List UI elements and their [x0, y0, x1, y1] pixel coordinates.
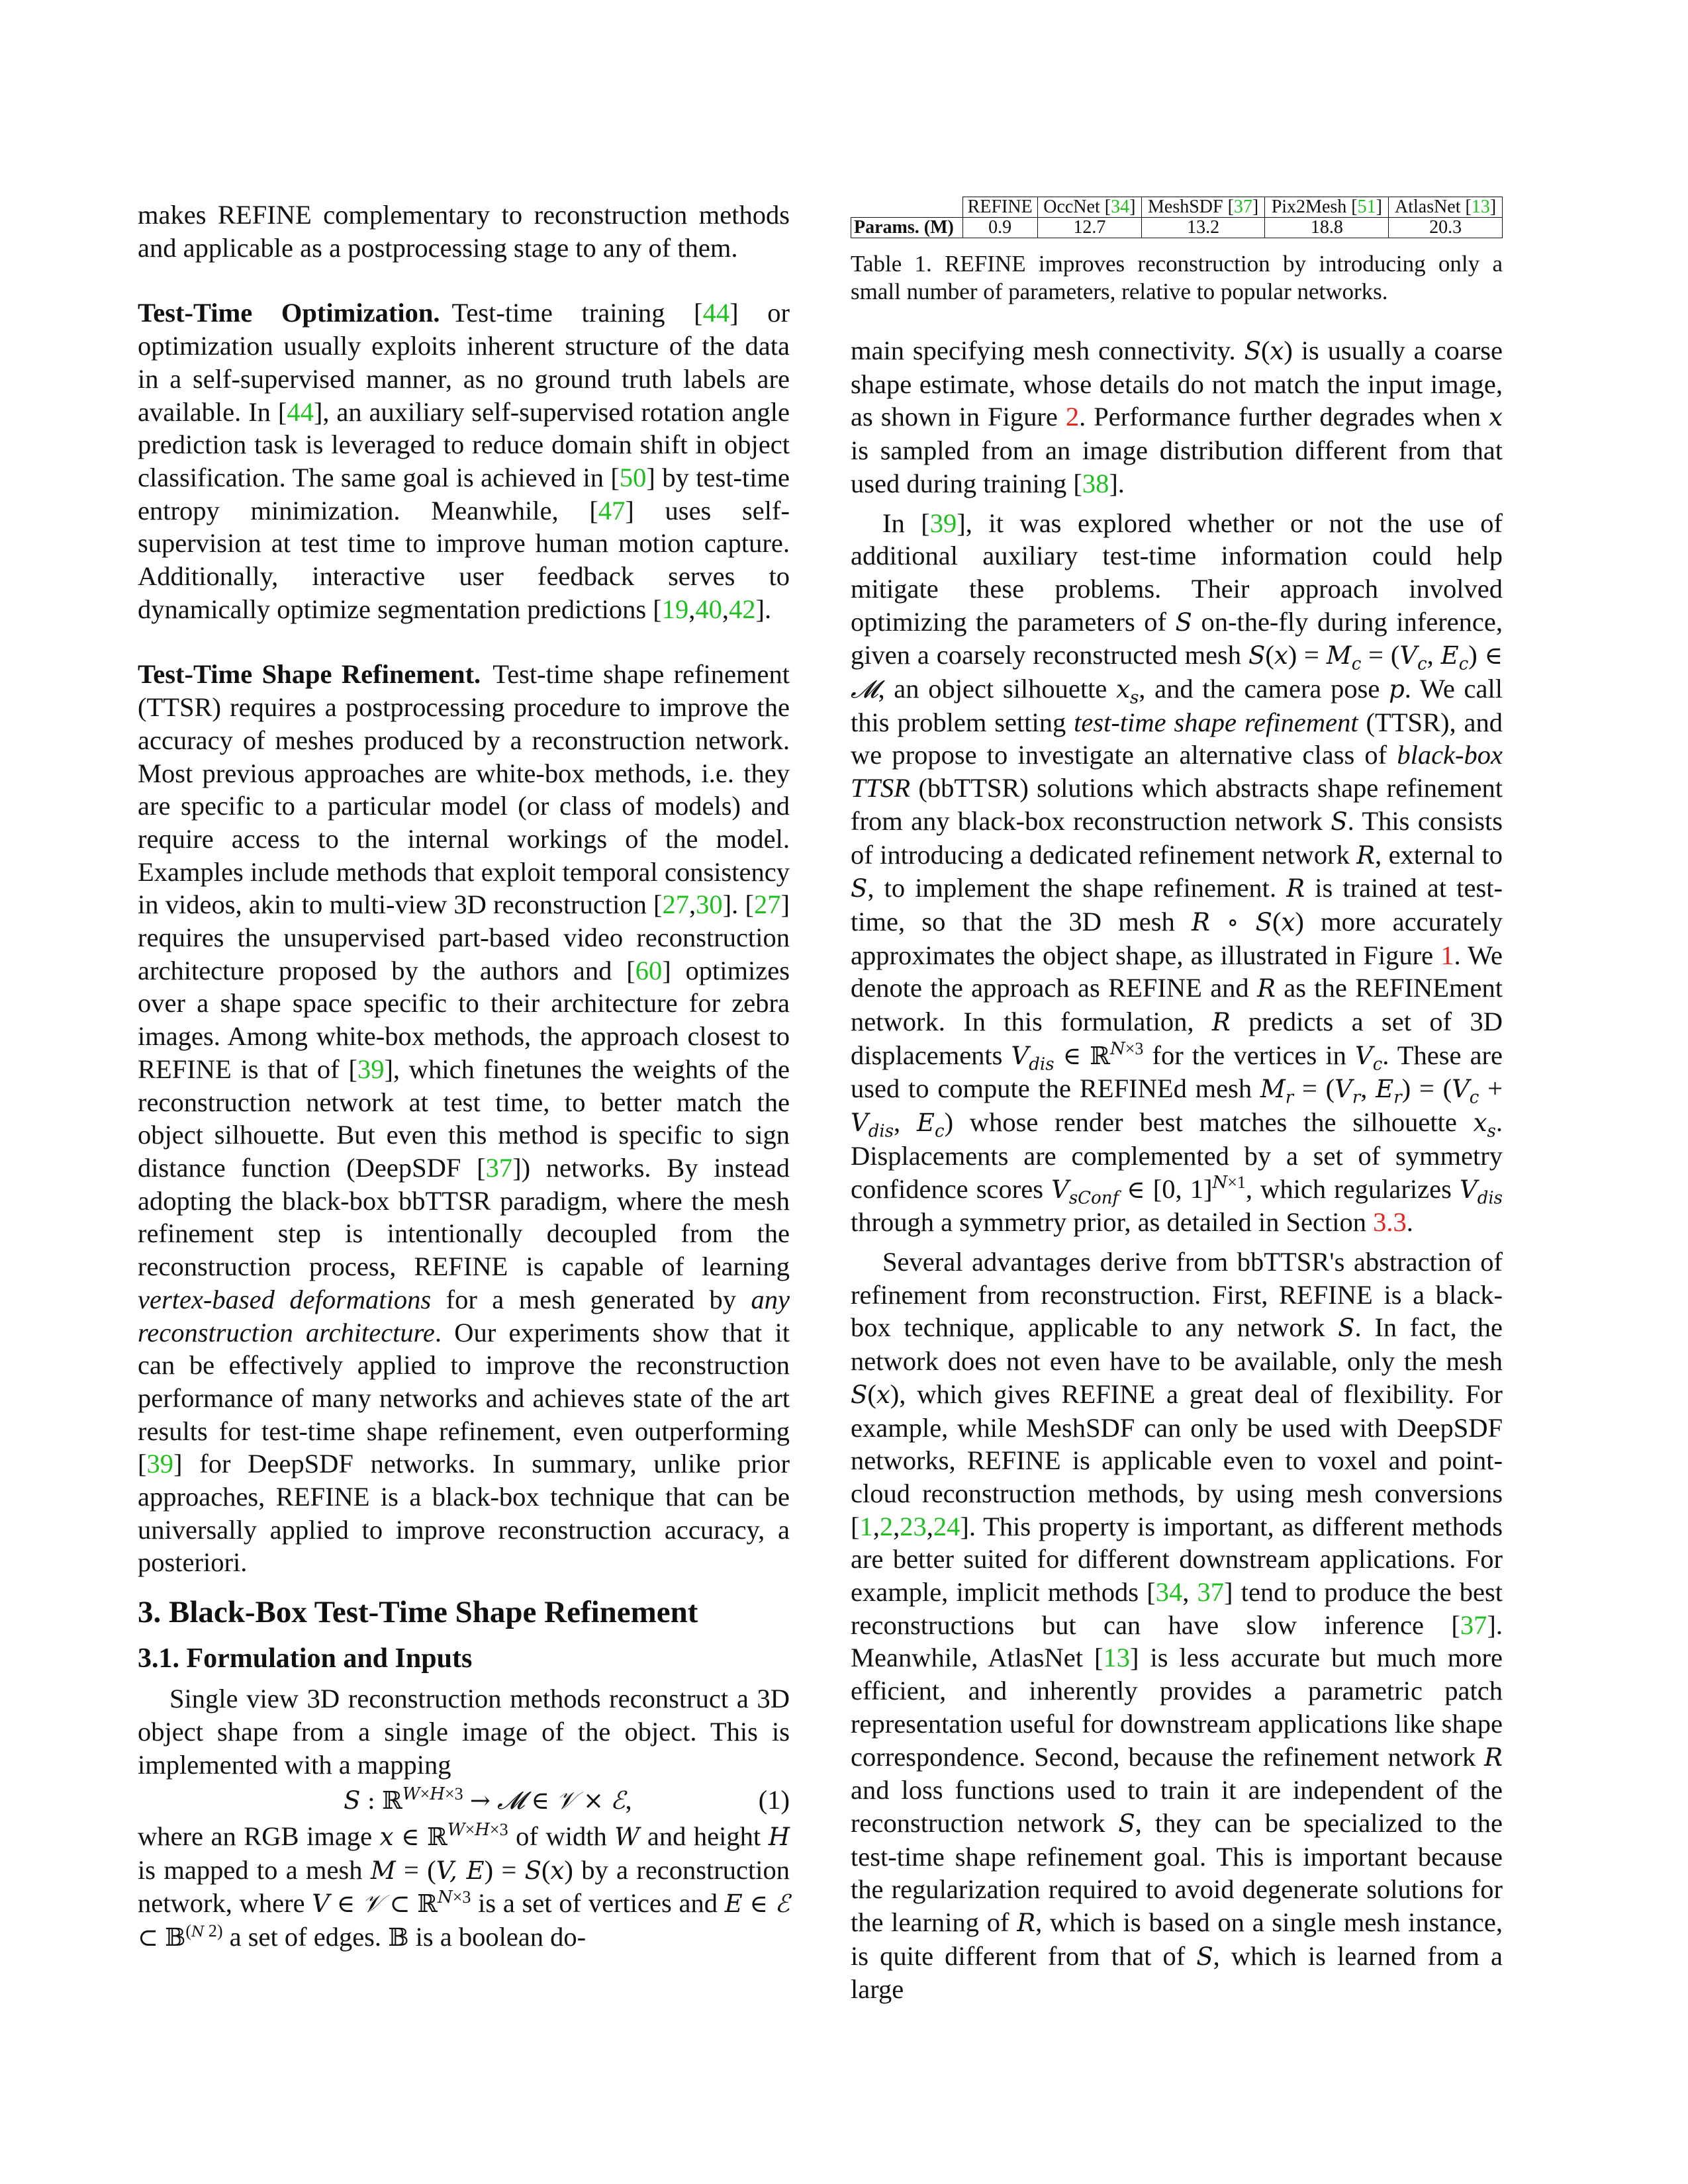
citation[interactable]: 37	[1197, 1577, 1225, 1608]
right-paragraph-3: Several advantages derive from bbTTSR's abstraction of refinement from reconstruction. First, REFINE is a black-box technique, applicable to any network S. In fact, the network does not even have to be available, only the mesh S(x), which gives REFINE a great deal of flexibility. For example, while MeshSDF can only be used with DeepSDF networks, REFINE is applicable even to voxel and point-cloud reconstruction methods, by using mesh conversions [1,2,23,24]. This property is important, as different methods are better suited for different downstream applications. For example, implicit methods [34, 37] tend to produce the best reconstructions but can have slow inference [37]. Meanwhile, AtlasNet [13] is less accurate but much more efficient, and inherently provides a parametric patch representation useful for downstream applications like shape correspondence. Second, because the refinement network R and loss functions used to train it are independent of the reconstruction network S, they can be specialized to the test-time shape refinement goal. This is important because the regularization required to avoid degenerate solutions for the learning of R, which is based on a single mesh instance, is quite different from that of S, which is learned from a large	[851, 1246, 1503, 2005]
citation[interactable]: 37	[1233, 197, 1252, 217]
test-time-shape-refinement-paragraph: Test-Time Shape Refinement. Test-time shape refinement (TTSR) requires a postprocessing procedure to improve the accuracy of meshes produced by a reconstruction network. Most previous approaches are white-box methods, i.e. they are specific to a particular model (or class of models) and require access to the internal workings of the model. Examples include methods that exploit temporal consistency in videos, akin to multi-view 3D reconstruction [27,30]. [27] requires the unsupervised part-based video reconstruction architecture proposed by the authors and [60] optimizes over a shape space specific to their architecture for zebra images. Among white-box methods, the approach closest to REFINE is that of [39], which finetunes the weights of the reconstruction network at test time, to better match the object silhouette. But even this method is specific to sign distance function (DeepSDF [37]) networks. By instead adopting the black-box bbTTSR paradigm, where the mesh refinement step is intentionally decoupled from the reconstruction process, REFINE is capable of learning vertex-based deformations for a mesh generated by any reconstruction architecture. Our experiments show that it can be effectively applied to improve the reconstruction performance of many networks and achieves state of the art results for test-time shape refinement, even outperforming [39] for DeepSDF networks. In summary, unlike prior approaches, REFINE is a black-box technique that can be universally applied to improve reconstruction accuracy, a posteriori.	[138, 659, 790, 1578]
table-corner	[851, 197, 963, 218]
citation[interactable]: 1	[859, 1511, 873, 1541]
citation[interactable]: 44	[287, 396, 314, 427]
figure-ref[interactable]: 1	[1440, 940, 1454, 970]
citation[interactable]: 24	[933, 1511, 961, 1541]
equation-1	[138, 1784, 790, 1817]
figure-ref[interactable]: 2	[1065, 402, 1080, 432]
equation-formula: S : ℝ$^{W\times H\times 3}$ → 𝓜 ∈ 𝒱 × ℰ,	[344, 1784, 632, 1815]
params-table	[851, 197, 1503, 238]
table-cell: 12.7	[1037, 218, 1141, 238]
citation[interactable]: 27	[662, 889, 690, 920]
citation[interactable]: 60	[635, 955, 663, 985]
section-heading: 3. Black-Box Test-Time Shape Refinement	[138, 1595, 698, 1630]
citation[interactable]: 23	[900, 1511, 927, 1541]
citation[interactable]: 34	[1111, 197, 1130, 217]
citation[interactable]: 13	[1103, 1643, 1131, 1673]
citation[interactable]: 51	[1357, 197, 1376, 217]
citation[interactable]: 37	[1460, 1610, 1487, 1640]
subsection-heading: 3.1. Formulation and Inputs	[138, 1643, 473, 1674]
citation[interactable]: 13	[1471, 197, 1490, 217]
intro-paragraph: makes REFINE complementary to reconstruction methods and applicable as a postprocessing stage to any of them.	[138, 200, 790, 263]
table-row-label: Params. (M)	[851, 218, 963, 238]
citation[interactable]: 30	[696, 889, 723, 920]
table-header: Pix2Mesh [51]	[1265, 197, 1389, 218]
citation[interactable]: 37	[485, 1152, 513, 1183]
table-cell: 18.8	[1265, 218, 1389, 238]
citation[interactable]: 50	[619, 462, 647, 492]
citation[interactable]: 40	[695, 594, 722, 624]
citation[interactable]: 34	[1155, 1577, 1183, 1608]
citation[interactable]: 47	[598, 495, 626, 525]
citation[interactable]: 2	[879, 1511, 894, 1541]
citation[interactable]: 39	[929, 508, 957, 538]
right-paragraph-1: main specifying mesh connectivity. S(x) is usually a coarse shape estimate, whose details do not match the input image, as shown in Figure 2. Performance further degrades when x is sampled from an image distribution different from that used during training [38].	[851, 336, 1503, 498]
citation[interactable]: 38	[1082, 468, 1109, 498]
formulation-paragraph: Single view 3D reconstruction methods reconstruct a 3D object shape from a single image of the object. This is implemented with a mapping	[138, 1684, 790, 1780]
citation[interactable]: 19	[661, 594, 689, 624]
table-caption: Table 1. REFINE improves reconstruction by introducing only a small number of parameters, relative to popular networks.	[851, 251, 1503, 304]
table-cell: 20.3	[1389, 218, 1503, 238]
table-header: REFINE	[962, 197, 1037, 218]
table-cell: 0.9	[962, 218, 1037, 238]
citation[interactable]: 39	[357, 1054, 385, 1084]
section-ref[interactable]: 3.3	[1373, 1207, 1407, 1238]
ttsr-heading: Test-Time Shape Refinement.	[138, 659, 481, 690]
left-column	[138, 199, 790, 1954]
table-header: AtlasNet [13]	[1389, 197, 1503, 218]
table-header-row	[851, 197, 1503, 218]
table-header: OccNet [34]	[1037, 197, 1141, 218]
citation[interactable]: 42	[729, 594, 756, 624]
citation[interactable]: 27	[753, 889, 781, 920]
test-time-optimization-paragraph: Test-Time Optimization. Test-time training [44] or optimization usually exploits inherent structure of the data in a self-supervised manner, as no ground truth labels are available. In [44], an auxiliary self-supervised rotation angle prediction task is leveraged to reduce domain shift in object classification. The same goal is achieved in [50] by test-time entropy minimization. Meanwhile, [47] uses self-supervision at test time to improve human motion capture. Additionally, interactive user feedback serves to dynamically optimize segmentation predictions [19,40,42].	[138, 298, 790, 624]
table-row	[851, 218, 1503, 238]
citation[interactable]: 44	[702, 298, 730, 328]
after-equation-paragraph: where an RGB image x ∈ ℝ$^{W\times H\times 3}$ of width W and height H is mapped to a mesh M = (V, E) = S(x) by a reconstruction network, where V ∈ 𝒱 ⊂ ℝ$^{N\times 3}$ is a set of vertices and E ∈ ℰ ⊂ 𝔹$^{(N 2)}$ a set of edges. 𝔹 is a boolean do-	[138, 1820, 790, 1952]
table-cell: 13.2	[1141, 218, 1265, 238]
right-paragraph-2: In [39], it was explored whether or not the use of additional auxiliary test-time information could help mitigate these problems. Their approach involved optimizing the parameters of S on-the-fly during inference, given a coarsely reconstructed mesh $S(x) = M_c = (V_c$, $E_c$) ∈ 𝓜, an object silhouette $x_s$, and the camera pose p. We call this problem setting test-time shape refinement (TTSR), and we propose to investigate an alternative class of black-box TTSR (bbTTSR) solutions which abstracts shape refinement from any black-box reconstruction network S. This consists of introducing a dedicated refinement network R, external to S, to implement the shape refinement. R is trained at test-time, so that the 3D mesh R ∘ S(x) more accurately approximates the object shape, as illustrated in Figure 1. We denote the approach as REFINE and R as the REFINEment network. In this formulation, R predicts a set of 3D displacements $V_{dis}$ ∈ ℝ$^{N\times 3}$ for the vertices in $V_c$. These are used to compute the REFINEd mesh $M_r = (V_r$, $E_r) = (V_c + V_{dis}$, $E_c$) whose render best matches the silhouette $x_s$. Displacements are complemented by a set of symmetry confidence scores $V_{sConf}$ ∈ [0, 1]$^{N\times 1}$, which regularizes $V_{dis}$ through a symmetry prior, as detailed in Section 3.3.	[851, 508, 1503, 1238]
equation-number: (1)	[758, 1785, 790, 1815]
tto-heading: Test-Time Optimization.	[138, 298, 440, 328]
right-column	[851, 334, 1503, 2006]
citation[interactable]: 39	[146, 1449, 173, 1479]
table-header: MeshSDF [37]	[1141, 197, 1265, 218]
